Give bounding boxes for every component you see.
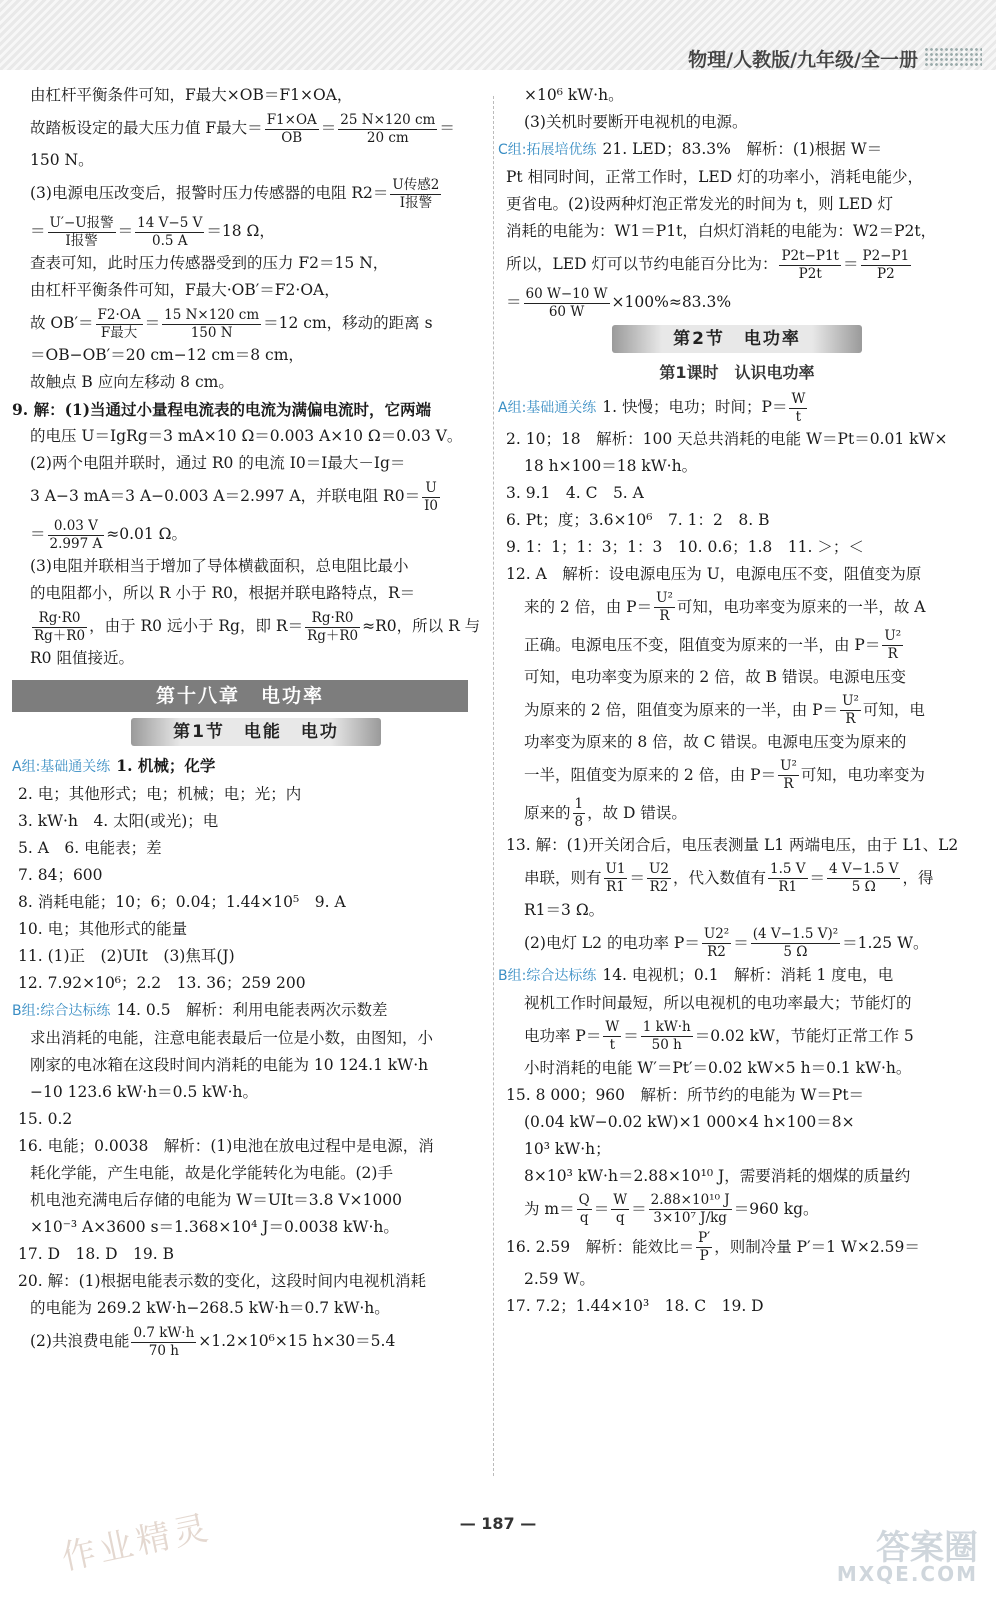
fraction: $\frac{F2\cdot OA}{\text{F最大}}$ [97, 306, 141, 341]
fraction: $\frac{\text{U2²}}{R2}$ [703, 926, 730, 960]
formula-line: 16. 2.59 解析：能效比＝ $\frac{P'}{P}$ ，则制冷量 P′＝1 W×2.59＝ [506, 1230, 920, 1264]
fraction: $\frac{W}{t}$ [791, 390, 806, 425]
formula-line: ＝ $\frac{0.03 V}{2.997 A}$ ≈0.01 Ω。 [30, 517, 187, 552]
fraction: $\frac{F1\times OA}{OB}$ [266, 111, 317, 146]
text-line: (2)两个电阻并联时，通过 R0 的电流 I0＝I最大－Ig＝ [30, 454, 406, 472]
answer-line: 6. Pt；度；3.6×10⁶ 7. 1：2 8. B [506, 510, 770, 529]
text-line: 更省电。(2)设两种灯泡正常发光的时间为 t，则 LED 灯 [506, 195, 894, 213]
text-line: 机电池充满电后存储的电能为 W＝UIt＝3.8 V×1000 [30, 1191, 402, 1209]
fraction: $\frac{U1}{R1}$ [605, 861, 626, 895]
question-9: 9. 解：(1)当通过小量程电流表的电流为满偏电流时，它两端 [12, 400, 432, 419]
answer-line: 5. A 6. 电能表；差 [18, 839, 162, 857]
text-line: 的电压 U＝IgRg＝3 mA×10 Ω＝0.003 A×10 Ω＝0.03 V。 [30, 427, 463, 445]
formula-line: ＝ $\frac{60 W-10 W}{60 W}$ ×100%≈83.3% [506, 285, 732, 320]
fraction: $\frac{Q}{q}$ [578, 1192, 590, 1226]
formula-line: 故 OB′＝ $\frac{F2\cdot OA}{\text{F最大}}$ ＝ $\frac{15 N\times 120 cm}{150 N}$ ＝12 cm，移动的距离 s [30, 306, 433, 341]
answer-line: 13. 解：(1)开关闭合后，电压表测量 L1 两端电压，由于 L1、L2 [506, 835, 959, 854]
answer-line: 3. 9.1 4. C 5. A [506, 483, 644, 502]
answer-line: 12. A 解析：设电源电压为 U，电源电压不变，阻值变为原 [506, 564, 922, 583]
formula-line: 正确。电源电压不变，阻值变为原来的一半，由 P＝ $\frac{\text{U²}}{R}$ [524, 628, 902, 662]
text-line: 可知，电功率变为原来的 2 倍，故 B 错误。电源电压变 [524, 667, 906, 686]
fraction: $\frac{\text{U传感2}}{\text{I报警}}$ [392, 176, 440, 211]
lesson-title: 第1课时 认识电功率 [659, 363, 815, 382]
logo-url: MXQE.COM [836, 1562, 978, 1586]
text-line: 刚家的电冰箱在这段时间内消耗的电能为 10 124.1 kW·h [30, 1056, 429, 1074]
formula-line: 来的 2 倍，由 P＝ $\frac{\text{U²}}{R}$ 可知，电功率变为原来的一半，故 A [524, 590, 926, 624]
fraction: $\frac{\text{2.88×10¹⁰ J}}{\text{3×10⁷ J/kg}}$ [650, 1192, 730, 1226]
text-line: ×10⁶ kW·h。 [524, 86, 624, 104]
text-line: Pt 相同时间，正常工作时，LED 灯的功率小，消耗电能少， [506, 168, 924, 186]
fraction: $\frac{Rg\cdot R0}{Rg+R0}$ [307, 609, 359, 644]
fraction: $\frac{1 kW\cdot h}{50 h}$ [642, 1019, 691, 1053]
fraction: $\frac{\text{U′−U报警}}{\text{I报警}}$ [49, 214, 114, 249]
fraction: $\frac{P2t-P1t}{P2t}$ [781, 247, 839, 282]
column-divider [493, 96, 494, 1476]
text-line: 求出消耗的电能，注意电能表最后一位是小数，由图知，小 [30, 1029, 434, 1047]
formula-line: 电功率 P＝ $\frac{W}{t}$ ＝ $\frac{1 kW\cdot h}{50 h}$ ＝0.02 kW，节能灯正常工作 5 [524, 1019, 914, 1053]
answer-line: 2. 10；18 解析：100 天总共消耗的电能 W＝Pt＝0.01 kW× [506, 429, 948, 448]
text-line: 小时消耗的电能 W′＝Pt′＝0.02 kW×5 h＝0.1 kW·h。 [524, 1058, 912, 1077]
group-b-line: B组:综合达标练 14. 0.5 解析：利用电能表两次示数差 [12, 1001, 388, 1019]
answer-line: 15. 0.2 [18, 1110, 73, 1128]
text-line: ＝OB−OB′＝20 cm−12 cm＝8 cm， [30, 346, 304, 364]
answer-line: 12. 7.92×10⁶；2.2 13. 36；259 200 [18, 974, 306, 992]
text-line: 功率变为原来的 8 倍，故 C 错误。电源电压变为原来的 [524, 732, 907, 751]
fraction: $\frac{Rg\cdot R0}{Rg+R0}$ [34, 609, 86, 644]
section-title: 第1节 电能 电功 [131, 718, 381, 746]
chapter-title: 第十八章 电功率 [12, 680, 468, 712]
fraction: $\frac{0.03 V}{2.997 A}$ [49, 517, 103, 552]
group-label: A组:基础通关练 [498, 400, 597, 416]
logo-text: 答案圈 [876, 1528, 978, 1568]
answer-line: 8. 消耗电能；10；6；0.04；1.44×10⁵ 9. A [18, 893, 346, 911]
text-line: 18 h×100＝18 kW·h。 [524, 456, 698, 475]
answer-line: 11. (1)正 (2)UIt (3)焦耳(J) [18, 947, 235, 965]
fraction: $\frac{U}{I0}$ [424, 479, 438, 514]
text-line: R0 阻值接近。 [30, 649, 134, 667]
group-label: B组:综合达标练 [498, 967, 597, 984]
text-line: 的电能为 269.2 kW·h−268.5 kW·h＝0.7 kW·h。 [30, 1299, 390, 1317]
text-line: 10³ kW·h； [524, 1139, 611, 1158]
fraction: $\frac{4 V-1.5 V}{5 \Omega}$ [829, 861, 899, 895]
group-c-line: C组:拓展培优练 21. LED；83.3% 解析：(1)根据 W＝ [498, 140, 883, 158]
fraction: $\frac{0.7 kW\cdot h}{70 h}$ [133, 1324, 195, 1359]
group-a-line: A组:基础通关练 1. 机械；化学 [12, 756, 216, 775]
fraction: $\frac{P'}{P}$ [698, 1230, 711, 1264]
fraction: $\frac{1.5 V}{R1}$ [769, 861, 806, 895]
text-line: 2.59 W。 [524, 1269, 595, 1288]
formula-line: 故踏板设定的最大压力值 F最大＝ $\frac{F1\times OA}{OB}$ ＝ $\frac{25 N\times 120 cm}{20 cm}$ ＝ [30, 111, 455, 146]
text-line: 耗化学能，产生电能，故是化学能转化为电能。(2)手 [30, 1164, 393, 1182]
answer-line: 2. 电；其他形式；电；机械；电；光；内 [18, 785, 302, 803]
formula-line: (2)共浪费电能 $\frac{0.7 kW\cdot h}{70 h}$ ×1.2×10⁶×15 h×30＝5.4 [30, 1324, 396, 1359]
text-line: (3)电阻并联相当于增加了导体横截面积，总电阻比最小 [30, 557, 409, 575]
header-title: 物理/人教版/九年级/全一册 [688, 49, 918, 71]
answer-line: 20. 解：(1)根据电能表示数的变化，这段时间内电视机消耗 [18, 1272, 427, 1290]
text-line: 查表可知，此时压力传感器受到的压力 F2＝15 N， [30, 254, 389, 272]
text-line: 消耗的电能为：W1＝P1t，白炽灯消耗的电能为：W2＝P2t， [506, 222, 937, 240]
fraction: $\frac{\text{U²}}{R}$ [884, 628, 902, 662]
formula-line: 串联，则有 $\frac{U1}{R1}$ ＝ $\frac{U2}{R2}$ ，代入数值有 $\frac{1.5 V}{R1}$ ＝ $\frac{4 V-1.5 V}{5 \Omega}$ ，得 [524, 861, 934, 895]
fraction: $\frac{U2}{R2}$ [649, 861, 669, 895]
formula-line: ＝ $\frac{\text{U′−U报警}}{\text{I报警}}$ ＝ $\frac{14 V-5 V}{0.5 A}$ ＝18 Ω， [30, 214, 275, 249]
answer-line: 3. kW·h 4. 太阳(或光)；电 [18, 812, 219, 830]
text-line: (3)关机时要断开电视机的电源。 [524, 113, 748, 131]
group-label: C组:拓展培优练 [498, 142, 597, 158]
watermark-text: 作业精灵 [58, 1507, 216, 1579]
group-b-line: B组:综合达标练 14. 电视机；0.1 解析：消耗 1 度电，电 [498, 965, 894, 984]
formula-line: 原来的 $\frac{1}{8}$ ，故 D 错误。 [524, 796, 687, 830]
fraction: $\frac{14 V-5 V}{0.5 A}$ [137, 214, 203, 249]
formula-line: 为原来的 2 倍，阻值变为原来的一半，由 P＝ $\frac{\text{U²}}{R}$ 可知，电 [524, 693, 925, 727]
fraction: $\frac{15 N\times 120 cm}{150 N}$ [164, 306, 260, 341]
formula-line: 一半，阻值变为原来的 2 倍，由 P＝ $\frac{\text{U²}}{R}$ 可知，电功率变为 [524, 758, 925, 792]
answer-line: 15. 8 000；960 解析：所节约的电能为 W＝Pt＝ [506, 1085, 865, 1104]
answer-line: 16. 电能；0.0038 解析：(1)电池在放电过程中是电源，消 [18, 1137, 434, 1155]
text-line: −10 123.6 kW·h＝0.5 kW·h。 [30, 1083, 258, 1101]
group-a-line: A组:基础通关练 1. 快慢；电功；时间；P＝ $\frac{W}{t}$ [498, 390, 806, 425]
answer-line: 7. 84；600 [18, 866, 103, 884]
formula-line: $\frac{Rg\cdot R0}{Rg+R0}$ ，由于 R0 远小于 Rg，即 R＝ $\frac{Rg\cdot R0}{Rg+R0}$ ≈R0，所以 R 与 [34, 609, 481, 644]
fraction: $\frac{P2-P1}{P2}$ [862, 247, 910, 282]
text-line: 由杠杆平衡条件可知，F最大×OB＝F1×OA， [30, 86, 353, 104]
section-title: 第2节 电功率 [612, 325, 862, 353]
answer-line: 10. 电；其他形式的能量 [18, 920, 188, 938]
fraction: $\frac{1}{8}$ [574, 796, 584, 830]
text-line: 由杠杆平衡条件可知，F最大·OB′＝F2·OA， [30, 281, 340, 299]
formula-line: 为 m＝ $\frac{Q}{q}$ ＝ $\frac{W}{q}$ ＝ $\frac{\text{2.88×10¹⁰ J}}{\text{3×10⁷ J/kg}}$ ＝960 kg。 [524, 1192, 819, 1226]
answer-line: 17. D 18. D 19. B [18, 1245, 174, 1263]
formula-line: (3)电源电压改变后，报警时压力传感器的电阻 R2＝ $\frac{\text{U传感2}}{\text{I报警}}$ [30, 176, 440, 211]
answer-line: 9. 1：1；1：3；1：3 10. 0.6；1.8 11. ＞；＜ [506, 537, 864, 556]
fraction: $\frac{25 N\times 120 cm}{20 cm}$ [340, 111, 436, 146]
text-line: ×10⁻³ A×3600 s＝1.368×10⁴ J＝0.0038 kW·h。 [30, 1218, 399, 1236]
formula-line: (2)电灯 L2 的电功率 P＝ $\frac{\text{U2²}}{R2}$ ＝ $\frac{\text{(4 V−1.5 V)²}}{5 \Omega}$ ＝1.25 W。 [524, 926, 929, 960]
text-line: 的电阻都小，所以 R 小于 R0，根据并联电路特点，R＝ [30, 584, 416, 602]
fraction: $\frac{W}{t}$ [605, 1019, 620, 1053]
text-line: 故触点 B 应向左移动 8 cm。 [30, 373, 234, 391]
fraction: $\frac{\text{(4 V−1.5 V)²}}{5 \Omega}$ [752, 926, 839, 960]
fraction: $\frac{\text{U²}}{R}$ [780, 758, 797, 792]
right-column [498, 82, 968, 1320]
formula-line: 3 A−3 mA＝3 A−0.003 A＝2.997 A，并联电阻 R0＝ $\frac{U}{I0}$ [30, 479, 438, 514]
text-line: 8×10³ kW·h＝2.88×10¹⁰ J，需要消耗的烟煤的质量约 [524, 1166, 911, 1185]
page-number: — 187 — [459, 1514, 537, 1533]
fraction: $\frac{W}{q}$ [613, 1192, 628, 1226]
answer-line: 17. 7.2；1.44×10³ 18. C 19. D [506, 1296, 764, 1315]
fraction: $\frac{\text{U²}}{R}$ [842, 693, 859, 727]
text-line: R1＝3 Ω。 [524, 900, 605, 919]
header-dots-decoration [924, 47, 982, 67]
group-label: B组:综合达标练 [12, 1003, 111, 1019]
left-column [12, 82, 482, 1360]
group-label: A组:基础通关练 [12, 759, 111, 775]
fraction: $\frac{60 W-10 W}{60 W}$ [525, 285, 608, 320]
site-logo [778, 1520, 978, 1586]
text-line: (0.04 kW−0.02 kW)×1 000×4 h×100＝8× [524, 1112, 855, 1131]
text-line: 视机工作时间最短，所以电视机的电功率最大；节能灯的 [524, 993, 912, 1012]
text-line: 150 N。 [30, 151, 94, 169]
formula-line: 所以，LED 灯可以节约电能百分比为： $\frac{P2t-P1t}{P2t}$ ＝ $\frac{P2-P1}{P2}$ [506, 247, 910, 282]
fraction: $\frac{\text{U²}}{R}$ [656, 590, 673, 624]
